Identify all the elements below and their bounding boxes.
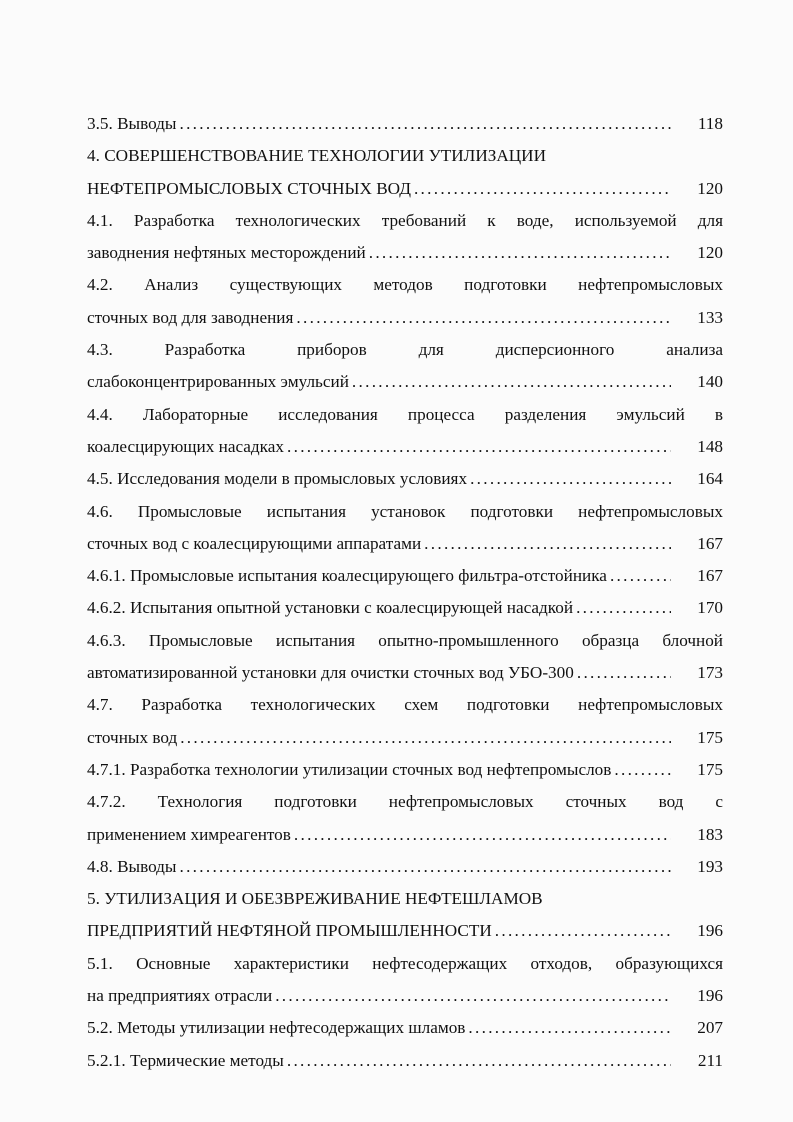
toc-page-number: 193	[697, 856, 723, 876]
toc-entry	[87, 851, 723, 883]
toc-entry	[87, 205, 723, 270]
dot-leader	[287, 1045, 671, 1077]
toc-entry-title: 4.6.1. Промысловые испытания коалесцирующего фильтра-отстойника	[87, 566, 607, 586]
toc-entry-title-line: 5.1. Основные характеристики нефтесодержащих отходов, образующихся	[87, 953, 723, 973]
toc-entry-title-line	[87, 431, 723, 463]
dot-leader	[369, 237, 671, 269]
toc-page-number: 170	[697, 598, 723, 618]
toc-entry-title-line: 5. УТИЛИЗАЦИЯ И ОБЕЗВРЕЖИВАНИЕ НЕФТЕШЛАМОВ	[87, 889, 543, 909]
toc-entry-title-line	[87, 722, 723, 754]
dot-leader	[179, 108, 671, 140]
toc-entry-title: сточных вод для заводнения	[87, 307, 294, 327]
toc-entry-title: применением химреагентов	[87, 824, 291, 844]
toc-entry-title: 4.6.2. Испытания опытной установки с коалесцирующей насадкой	[87, 598, 574, 618]
dot-leader	[614, 754, 671, 786]
toc-entry-title-line	[87, 173, 723, 205]
toc-entry	[87, 334, 723, 399]
toc-page-number: 164	[697, 469, 723, 489]
dot-leader	[296, 302, 671, 334]
toc-entry-title: ПРЕДПРИЯТИЙ НЕФТЯНОЙ ПРОМЫШЛЕННОСТИ	[87, 921, 492, 941]
toc-entry	[87, 786, 723, 851]
toc-entry-title-line	[87, 1012, 723, 1044]
toc-entry-title-line: 4.3. Разработка приборов для дисперсионного анализа	[87, 340, 723, 360]
toc-entry-title: сточных вод с коалесцирующими аппаратами	[87, 533, 422, 553]
toc-entry-title-line	[87, 302, 723, 334]
dot-leader	[294, 819, 671, 851]
toc-page-number: 120	[697, 178, 723, 198]
toc-entry-title-line	[87, 592, 723, 624]
toc-entry-title-line: 4.7.2. Технология подготовки нефтепромысловых сточных вод с	[87, 792, 723, 812]
toc-entry	[87, 463, 723, 495]
toc-entry-title-line	[87, 657, 723, 689]
toc-entry-title: слабоконцентрированных эмульсий	[87, 372, 349, 392]
toc-entry-title-line: 4.2. Анализ существующих методов подготовки нефтепромысловых	[87, 275, 723, 295]
toc-entry-title-line	[87, 851, 723, 883]
toc-page-number: 207	[697, 1018, 723, 1038]
toc-entry-title: 4.5. Исследования модели в промысловых условиях	[87, 469, 468, 489]
toc-entry-title-line	[87, 237, 723, 269]
dot-leader	[180, 722, 671, 754]
toc-entry	[87, 1045, 723, 1077]
toc-entry-title-line	[87, 560, 723, 592]
toc-page-number: 120	[697, 243, 723, 263]
toc-page-number: 183	[697, 824, 723, 844]
toc-page-number: 167	[697, 566, 723, 586]
toc-entry-title-line	[87, 915, 723, 947]
table-of-contents	[87, 108, 723, 1077]
toc-page-number: 133	[697, 307, 723, 327]
dot-leader	[495, 915, 671, 947]
toc-entry-title: 3.5. Выводы	[87, 114, 177, 133]
toc-page-number: 167	[697, 533, 723, 553]
toc-page-number: 196	[697, 921, 723, 941]
toc-entry	[87, 754, 723, 786]
toc-entry-title-line: 4.6.3. Промысловые испытания опытно-промышленного образца блочной	[87, 630, 723, 650]
dot-leader	[470, 463, 671, 495]
toc-entry-title-line	[87, 528, 723, 560]
toc-entry-title: заводнения нефтяных месторождений	[87, 243, 366, 263]
toc-entry-title-line: 4.1. Разработка технологических требований к воде, используемой для	[87, 210, 723, 230]
toc-page-number: 211	[697, 1050, 723, 1070]
dot-leader	[468, 1012, 671, 1044]
dot-leader	[610, 560, 671, 592]
toc-page-number: 140	[697, 372, 723, 392]
toc-entry	[87, 948, 723, 1013]
toc-entry-title: автоматизированной установки для очистки сточных вод УБО-300	[87, 663, 574, 683]
dot-leader	[287, 431, 671, 463]
toc-page-number: 173	[697, 663, 723, 683]
toc-entry-title: коалесцирующих насадках	[87, 436, 284, 456]
toc-entry-title-line	[87, 980, 723, 1012]
toc-entry-title: сточных вод	[87, 727, 178, 747]
toc-page-number: 175	[697, 727, 723, 747]
toc-entry	[87, 496, 723, 561]
toc-entry-title-line: 4.6. Промысловые испытания установок подготовки нефтепромысловых	[87, 501, 723, 521]
dot-leader	[275, 980, 671, 1012]
toc-entry	[87, 108, 723, 140]
toc-entry-title-line	[87, 1045, 723, 1077]
toc-entry-title: 5.2.1. Термические методы	[87, 1050, 284, 1070]
dot-leader	[352, 366, 671, 398]
toc-page-number: 148	[697, 436, 723, 456]
toc-entry-title-line: 4.4. Лабораторные исследования процесса разделения эмульсий в	[87, 404, 723, 424]
dot-leader	[414, 173, 671, 205]
toc-entry-title-line	[87, 366, 723, 398]
dot-leader	[576, 592, 671, 624]
toc-entry-title-line	[87, 754, 723, 786]
toc-page-number: 118	[697, 114, 723, 133]
toc-entry-title-line	[87, 108, 723, 140]
toc-entry	[87, 689, 723, 754]
toc-page-number: 196	[697, 986, 723, 1006]
toc-entry-title-line: 4.7. Разработка технологических схем подготовки нефтепромысловых	[87, 695, 723, 715]
toc-entry	[87, 592, 723, 624]
dot-leader	[424, 528, 671, 560]
toc-entry-title: НЕФТЕПРОМЫСЛОВЫХ СТОЧНЫХ ВОД	[87, 178, 411, 198]
toc-entry-title: на предприятиях отрасли	[87, 986, 273, 1006]
toc-entry	[87, 560, 723, 592]
toc-entry	[87, 883, 723, 948]
toc-entry	[87, 1012, 723, 1044]
toc-entry-title: 4.8. Выводы	[87, 856, 177, 876]
dot-leader	[577, 657, 671, 689]
toc-entry	[87, 269, 723, 334]
toc-entry	[87, 625, 723, 690]
toc-page-number: 175	[697, 759, 723, 779]
toc-entry	[87, 399, 723, 464]
toc-entry-title-line	[87, 463, 723, 495]
toc-entry-title: 5.2. Методы утилизации нефтесодержащих шламов	[87, 1018, 466, 1038]
toc-entry-title: 4.7.1. Разработка технологии утилизации сточных вод нефтепромыслов	[87, 759, 612, 779]
dot-leader	[179, 851, 671, 883]
toc-entry-title-line	[87, 819, 723, 851]
toc-entry-title-line: 4. СОВЕРШЕНСТВОВАНИЕ ТЕХНОЛОГИИ УТИЛИЗАЦИИ	[87, 146, 547, 166]
toc-entry	[87, 140, 723, 205]
